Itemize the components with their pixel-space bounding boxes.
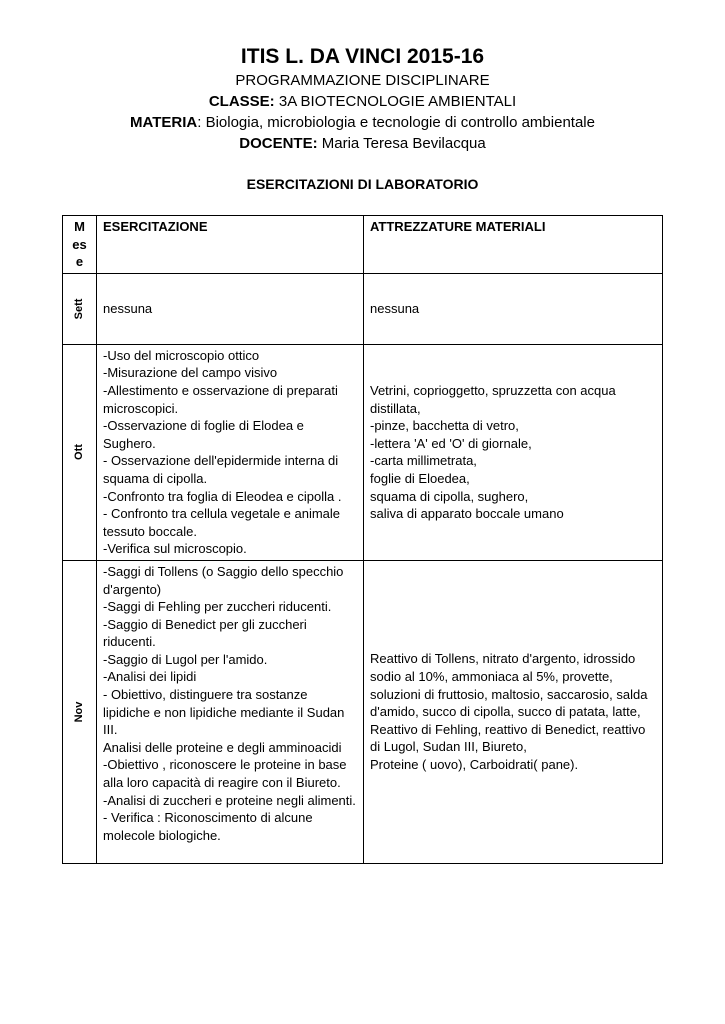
esercitazione-line: -Uso del microscopio ottico xyxy=(103,347,260,363)
docente-label: DOCENTE: xyxy=(239,135,318,152)
esercitazione-line: -Obiettivo , riconoscere le proteine in base alla loro capacità di reagire con il Biureto. xyxy=(103,757,347,791)
lab-table xyxy=(62,215,663,864)
month-cell-sett xyxy=(63,273,97,344)
esercitazione-cell-ott xyxy=(97,344,364,560)
esercitazione-line: -Analisi dei lipidi xyxy=(103,669,197,685)
classe-value: 3A BIOTECNOLOGIE AMBIENTALI xyxy=(274,93,517,110)
attrezzature-line: Proteine ( uovo), Carboidrati( pane). xyxy=(370,756,579,772)
attrezzature-line: saliva di apparato boccale umano xyxy=(370,506,564,522)
classe-label: CLASSE: xyxy=(208,93,275,110)
attrezzature-line: Vetrini, coprioggetto, spruzzetta con acqua distillata, xyxy=(370,382,616,416)
esercitazione-line: - Osservazione dell'epidermide interna di squama di cipolla. xyxy=(103,453,339,486)
attrezzature-line: foglie di Eloedea, xyxy=(370,470,470,486)
table-row-sett xyxy=(63,273,663,344)
docente-value: Maria Teresa Bevilacqua xyxy=(317,135,486,152)
month-label-sett: Sett xyxy=(72,298,85,320)
column-header-attrezzature: ATTREZZATURE MATERIALI xyxy=(364,216,663,274)
attrezzature-line: squama di cipolla, sughero, xyxy=(370,488,529,504)
column-header-mese: M es e xyxy=(63,216,97,274)
esercitazione-cell-sett xyxy=(97,273,364,344)
esercitazione-line: - Verifica : Riconoscimento di alcune molecole biologiche. xyxy=(103,810,313,843)
document-title: ITIS L. DA VINCI 2015-16 xyxy=(240,45,485,68)
column-header-esercitazione: ESERCITAZIONE xyxy=(97,216,364,274)
esercitazione-line: nessuna xyxy=(103,300,153,316)
materia-value: : Biologia, microbiologia e tecnologie di controllo ambientale xyxy=(197,114,595,131)
attrezzature-line: nessuna xyxy=(370,300,420,316)
table-header-row xyxy=(63,216,663,274)
esercitazione-line: -Saggio di Benedict per gli zuccheri riducenti. xyxy=(103,616,307,650)
attrezzature-line: -carta millimetrata, xyxy=(370,453,477,469)
esercitazione-line: -Verifica sul microscopio. xyxy=(103,541,247,557)
attrezzature-line: Reattivo di Tollens, nitrato d'argento, idrossido sodio al 10%, ammoniaca al 5%, provette, soluzioni di fruttosio, maltosio, saccarosio, salda d'amido, succo di cipolla, succo di patata, latte, Reattivo di Fehling, reattivo di Benedict, reattivo di Lugol, Sudan III, Biureto, xyxy=(370,651,648,755)
month-label-nov: Nov xyxy=(72,701,85,723)
attrezzature-cell-sett xyxy=(364,273,663,344)
esercitazione-line: - Confronto tra cellula vegetale e animale tessuto boccale. xyxy=(103,506,341,539)
month-cell-ott xyxy=(63,344,97,560)
table-row-ott xyxy=(63,344,663,560)
subtitle: PROGRAMMAZIONE DISCIPLINARE xyxy=(235,72,490,89)
section-title: ESERCITAZIONI DI LABORATORIO xyxy=(246,176,479,192)
esercitazione-line: - Obiettivo, distinguere tra sostanze lipidiche e non lipidiche mediante il Sudan III. xyxy=(103,687,345,738)
attrezzature-cell-ott xyxy=(364,344,663,560)
esercitazione-line: -Osservazione di foglie di Elodea e Sughero. xyxy=(103,418,304,451)
materia-label: MATERIA xyxy=(130,114,198,131)
attrezzature-cell-nov xyxy=(364,560,663,863)
document-header xyxy=(0,44,725,154)
esercitazione-line: -Saggio di Lugol per l'amido. xyxy=(103,651,268,667)
esercitazione-line: -Saggi di Fehling per zuccheri riducenti. xyxy=(103,599,332,615)
month-label-ott: Ott xyxy=(72,444,85,461)
esercitazione-line: -Confronto tra foglia di Eleodea e cipolla . xyxy=(103,488,342,504)
esercitazione-line: -Allestimento e osservazione di preparati microscopici. xyxy=(103,382,338,416)
esercitazione-line: -Saggi di Tollens (o Saggio dello specchio d'argento) xyxy=(103,563,344,597)
attrezzature-line: -pinze, bacchetta di vetro, xyxy=(370,418,519,434)
esercitazione-cell-nov xyxy=(97,560,364,863)
esercitazione-line: -Misurazione del campo visivo xyxy=(103,365,278,381)
attrezzature-line: -lettera 'A' ed 'O' di giornale, xyxy=(370,435,532,451)
materia-line xyxy=(0,112,725,133)
docente-line xyxy=(0,133,725,154)
esercitazione-line: -Analisi di zuccheri e proteine negli alimenti. xyxy=(103,792,356,808)
table-row-nov xyxy=(63,560,663,863)
classe-line xyxy=(0,91,725,112)
esercitazione-line: Analisi delle proteine e degli amminoacidi xyxy=(103,739,342,755)
month-cell-nov xyxy=(63,560,97,863)
